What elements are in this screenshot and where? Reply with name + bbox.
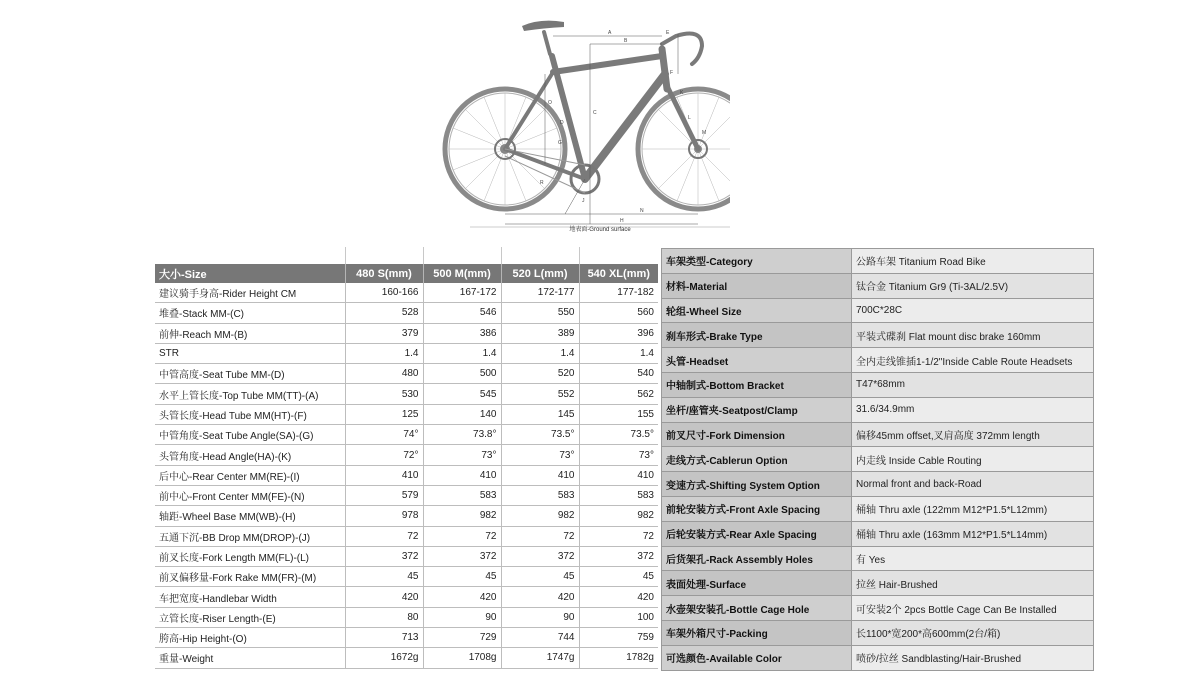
size-value-cell: 410 xyxy=(501,465,579,485)
size-value-cell: 579 xyxy=(345,485,423,505)
size-value-cell: 100 xyxy=(579,607,658,627)
size-value-cell: 1782g xyxy=(579,648,658,668)
size-value-cell: 72 xyxy=(579,526,658,546)
row-label: 轴距-Wheel Base MM(WB)-(H) xyxy=(155,506,345,526)
size-value-cell: 583 xyxy=(501,485,579,505)
size-value-cell: 73° xyxy=(501,445,579,465)
size-value-cell: 410 xyxy=(579,465,658,485)
spec-key: 材料-Material xyxy=(662,273,852,298)
table-row xyxy=(155,546,658,566)
size-value-cell: 546 xyxy=(423,303,501,323)
spec-value: 平装式碟刹 Flat mount disc brake 160mm xyxy=(852,323,1094,348)
size-value-cell: 500 xyxy=(423,364,501,384)
table-row xyxy=(155,303,658,323)
table-row xyxy=(155,587,658,607)
spec-key: 水壶架安装孔-Bottle Cage Hole xyxy=(662,596,852,621)
size-value-cell: 80 xyxy=(345,607,423,627)
table-row xyxy=(155,425,658,445)
row-label: 建议骑手身高-Rider Height CM xyxy=(155,283,345,303)
spec-key: 走线方式-Cablerun Option xyxy=(662,447,852,472)
spec-key: 前叉尺寸-Fork Dimension xyxy=(662,422,852,447)
table-row xyxy=(155,283,658,303)
size-value-cell: 530 xyxy=(345,384,423,404)
size-value-cell: 583 xyxy=(423,485,501,505)
row-label: 中管角度-Seat Tube Angle(SA)-(G) xyxy=(155,425,345,445)
table-row xyxy=(155,628,658,648)
table-row xyxy=(662,521,1094,546)
table-row xyxy=(662,372,1094,397)
size-value-cell: 45 xyxy=(345,567,423,587)
spec-value: T47*68mm xyxy=(852,372,1094,397)
table-row xyxy=(662,546,1094,571)
size-column-header: 500 M(mm) xyxy=(423,264,501,283)
spec-value: 钛合金 Titanium Gr9 (Ti-3AL/2.5V) xyxy=(852,273,1094,298)
ground-surface-label: 地表面-Ground surface xyxy=(569,227,631,233)
size-value-cell: 167-172 xyxy=(423,283,501,303)
size-value-cell: 744 xyxy=(501,628,579,648)
size-value-cell: 420 xyxy=(423,587,501,607)
size-value-cell: 72° xyxy=(345,445,423,465)
spec-key: 表面处理-Surface xyxy=(662,571,852,596)
size-value-cell: 562 xyxy=(579,384,658,404)
spec-key: 后轮安装方式-Rear Axle Spacing xyxy=(662,521,852,546)
spec-value: 拉丝 Hair-Brushed xyxy=(852,571,1094,596)
row-label: 水平上管长度-Top Tube MM(TT)-(A) xyxy=(155,384,345,404)
table-row xyxy=(662,596,1094,621)
size-value-cell: 540 xyxy=(579,364,658,384)
size-value-cell: 420 xyxy=(501,587,579,607)
size-value-cell: 45 xyxy=(501,567,579,587)
size-value-cell: 372 xyxy=(501,546,579,566)
size-value-cell: 73° xyxy=(579,445,658,465)
spec-value: 偏移45mm offset,叉肩高度 372mm length xyxy=(852,422,1094,447)
size-value-cell: 145 xyxy=(501,404,579,424)
row-label: 头管角度-Head Angle(HA)-(K) xyxy=(155,445,345,465)
spec-key: 前轮安装方式-Front Axle Spacing xyxy=(662,496,852,521)
size-value-cell: 552 xyxy=(501,384,579,404)
front-wheel xyxy=(638,89,730,209)
table-row xyxy=(662,397,1094,422)
spec-value: Normal front and back-Road xyxy=(852,472,1094,497)
size-value-cell: 372 xyxy=(579,546,658,566)
table-row xyxy=(155,567,658,587)
size-value-cell: 420 xyxy=(345,587,423,607)
frame xyxy=(505,32,702,179)
size-value-cell: 1708g xyxy=(423,648,501,668)
size-value-cell: 713 xyxy=(345,628,423,648)
table-row xyxy=(662,422,1094,447)
size-table-header-row xyxy=(155,264,658,283)
spec-value: 全内走线锥插1-1/2"Inside Cable Route Headsets xyxy=(852,348,1094,373)
spec-key: 轮组-Wheel Size xyxy=(662,298,852,323)
spec-key: 车架类型-Category xyxy=(662,249,852,274)
spec-key: 头管-Headset xyxy=(662,348,852,373)
row-label: STR xyxy=(155,343,345,363)
table-row xyxy=(662,472,1094,497)
svg-text:K: K xyxy=(680,90,684,96)
row-label: 前中心-Front Center MM(FE)-(N) xyxy=(155,485,345,505)
table-row xyxy=(155,526,658,546)
svg-text:F: F xyxy=(670,70,674,76)
table-row xyxy=(155,384,658,404)
size-value-cell: 386 xyxy=(423,323,501,343)
svg-text:D: D xyxy=(560,120,564,126)
size-value-cell: 1747g xyxy=(501,648,579,668)
table-row xyxy=(662,620,1094,645)
size-value-cell: 1.4 xyxy=(345,343,423,363)
table-row xyxy=(155,506,658,526)
svg-text:N: N xyxy=(640,208,644,214)
size-value-cell: 759 xyxy=(579,628,658,648)
svg-text:M: M xyxy=(702,130,707,136)
spec-value: 公路车架 Titanium Road Bike xyxy=(852,249,1094,274)
size-value-cell: 978 xyxy=(345,506,423,526)
table-row xyxy=(662,348,1094,373)
size-value-cell: 45 xyxy=(423,567,501,587)
row-label: 中管高度-Seat Tube MM-(D) xyxy=(155,364,345,384)
table-row xyxy=(155,485,658,505)
spec-key: 变速方式-Shifting System Option xyxy=(662,472,852,497)
size-value-cell: 982 xyxy=(423,506,501,526)
size-value-cell: 560 xyxy=(579,303,658,323)
size-value-cell: 1.4 xyxy=(501,343,579,363)
size-value-cell: 90 xyxy=(501,607,579,627)
size-value-cell: 480 xyxy=(345,364,423,384)
spec-value: 长1100*宽200*高600mm(2台/箱) xyxy=(852,620,1094,645)
table-row xyxy=(155,465,658,485)
svg-text:J: J xyxy=(582,198,585,204)
table-row xyxy=(155,323,658,343)
size-value-cell: 177-182 xyxy=(579,283,658,303)
row-label: 前叉长度-Fork Length MM(FL)-(L) xyxy=(155,546,345,566)
table-row xyxy=(662,447,1094,472)
size-value-cell: 729 xyxy=(423,628,501,648)
size-value-cell: 520 xyxy=(501,364,579,384)
size-column-header: 520 L(mm) xyxy=(501,264,579,283)
size-value-cell: 396 xyxy=(579,323,658,343)
size-value-cell: 90 xyxy=(423,607,501,627)
table-row xyxy=(155,364,658,384)
size-value-cell: 545 xyxy=(423,384,501,404)
table-row xyxy=(155,404,658,424)
row-label: 立管长度-Riser Length-(E) xyxy=(155,607,345,627)
size-value-cell: 550 xyxy=(501,303,579,323)
table-row xyxy=(662,323,1094,348)
size-column-header: 540 XL(mm) xyxy=(579,264,658,283)
spec-value: 700C*28C xyxy=(852,298,1094,323)
row-label: 堆叠-Stack MM-(C) xyxy=(155,303,345,323)
table-row xyxy=(662,273,1094,298)
svg-text:H: H xyxy=(620,218,624,224)
size-value-cell: 372 xyxy=(345,546,423,566)
table-row xyxy=(662,496,1094,521)
size-value-cell: 74° xyxy=(345,425,423,445)
size-header: 大小-Size xyxy=(155,264,345,283)
size-value-cell: 1.4 xyxy=(423,343,501,363)
spec-key: 可选颜色-Available Color xyxy=(662,645,852,670)
table-row xyxy=(155,445,658,465)
spec-key: 刹车形式-Brake Type xyxy=(662,323,852,348)
row-label: 重量-Weight xyxy=(155,648,345,668)
size-value-cell: 1672g xyxy=(345,648,423,668)
table-row xyxy=(155,648,658,668)
size-value-cell: 1.4 xyxy=(579,343,658,363)
spec-value: 有 Yes xyxy=(852,546,1094,571)
svg-text:B: B xyxy=(624,38,628,44)
size-value-cell: 155 xyxy=(579,404,658,424)
size-value-cell: 982 xyxy=(579,506,658,526)
table-spacer-row xyxy=(155,247,658,264)
spec-key: 坐杆/座管夹-Seatpost/Clamp xyxy=(662,397,852,422)
size-value-cell: 389 xyxy=(501,323,579,343)
svg-text:G: G xyxy=(558,140,562,146)
spec-value: 桶轴 Thru axle (122mm M12*P1.5*L12mm) xyxy=(852,496,1094,521)
svg-text:O: O xyxy=(548,100,552,106)
svg-text:C: C xyxy=(593,110,597,116)
row-label: 车把宽度-Handlebar Width xyxy=(155,587,345,607)
size-value-cell: 72 xyxy=(423,526,501,546)
size-value-cell: 410 xyxy=(423,465,501,485)
spec-value: 可安装2个 2pcs Bottle Cage Can Be Installed xyxy=(852,596,1094,621)
size-column-header: 480 S(mm) xyxy=(345,264,423,283)
spec-value: 喷砂/拉丝 Sandblasting/Hair-Brushed xyxy=(852,645,1094,670)
size-value-cell: 583 xyxy=(579,485,658,505)
size-value-cell: 73.5° xyxy=(579,425,658,445)
frame-spec-table xyxy=(661,248,1094,671)
row-label: 胯高-Hip Height-(O) xyxy=(155,628,345,648)
size-geometry-table xyxy=(155,247,658,669)
size-value-cell: 73° xyxy=(423,445,501,465)
size-value-cell: 372 xyxy=(423,546,501,566)
row-label: 后中心-Rear Center MM(RE)-(I) xyxy=(155,465,345,485)
spec-key: 中轴制式-Bottom Bracket xyxy=(662,372,852,397)
table-row xyxy=(662,298,1094,323)
size-value-cell: 528 xyxy=(345,303,423,323)
size-value-cell: 160-166 xyxy=(345,283,423,303)
size-value-cell: 982 xyxy=(501,506,579,526)
table-row xyxy=(662,645,1094,670)
size-value-cell: 379 xyxy=(345,323,423,343)
svg-text:L: L xyxy=(688,115,691,121)
row-label: 前伸-Reach MM-(B) xyxy=(155,323,345,343)
size-value-cell: 410 xyxy=(345,465,423,485)
table-row xyxy=(155,343,658,363)
row-label: 五通下沉-BB Drop MM(DROP)-(J) xyxy=(155,526,345,546)
row-label: 头管长度-Head Tube MM(HT)-(F) xyxy=(155,404,345,424)
svg-text:R: R xyxy=(540,180,544,186)
spec-value: 内走线 Inside Cable Routing xyxy=(852,447,1094,472)
table-row xyxy=(662,571,1094,596)
spec-value: 31.6/34.9mm xyxy=(852,397,1094,422)
spec-value: 桶轴 Thru axle (163mm M12*P1.5*L14mm) xyxy=(852,521,1094,546)
bike-geometry-diagram xyxy=(440,14,730,236)
size-value-cell: 172-177 xyxy=(501,283,579,303)
row-label: 前叉偏移量-Fork Rake MM(FR)-(M) xyxy=(155,567,345,587)
size-value-cell: 72 xyxy=(345,526,423,546)
size-value-cell: 45 xyxy=(579,567,658,587)
svg-text:E: E xyxy=(666,30,670,36)
spec-key: 后货架孔-Rack Assembly Holes xyxy=(662,546,852,571)
size-value-cell: 73.5° xyxy=(501,425,579,445)
size-value-cell: 73.8° xyxy=(423,425,501,445)
table-row xyxy=(662,249,1094,274)
size-value-cell: 140 xyxy=(423,404,501,424)
svg-text:A: A xyxy=(608,30,612,36)
size-value-cell: 125 xyxy=(345,404,423,424)
table-row xyxy=(155,607,658,627)
saddle xyxy=(522,21,564,31)
size-value-cell: 420 xyxy=(579,587,658,607)
size-value-cell: 72 xyxy=(501,526,579,546)
spec-key: 车架外箱尺寸-Packing xyxy=(662,620,852,645)
